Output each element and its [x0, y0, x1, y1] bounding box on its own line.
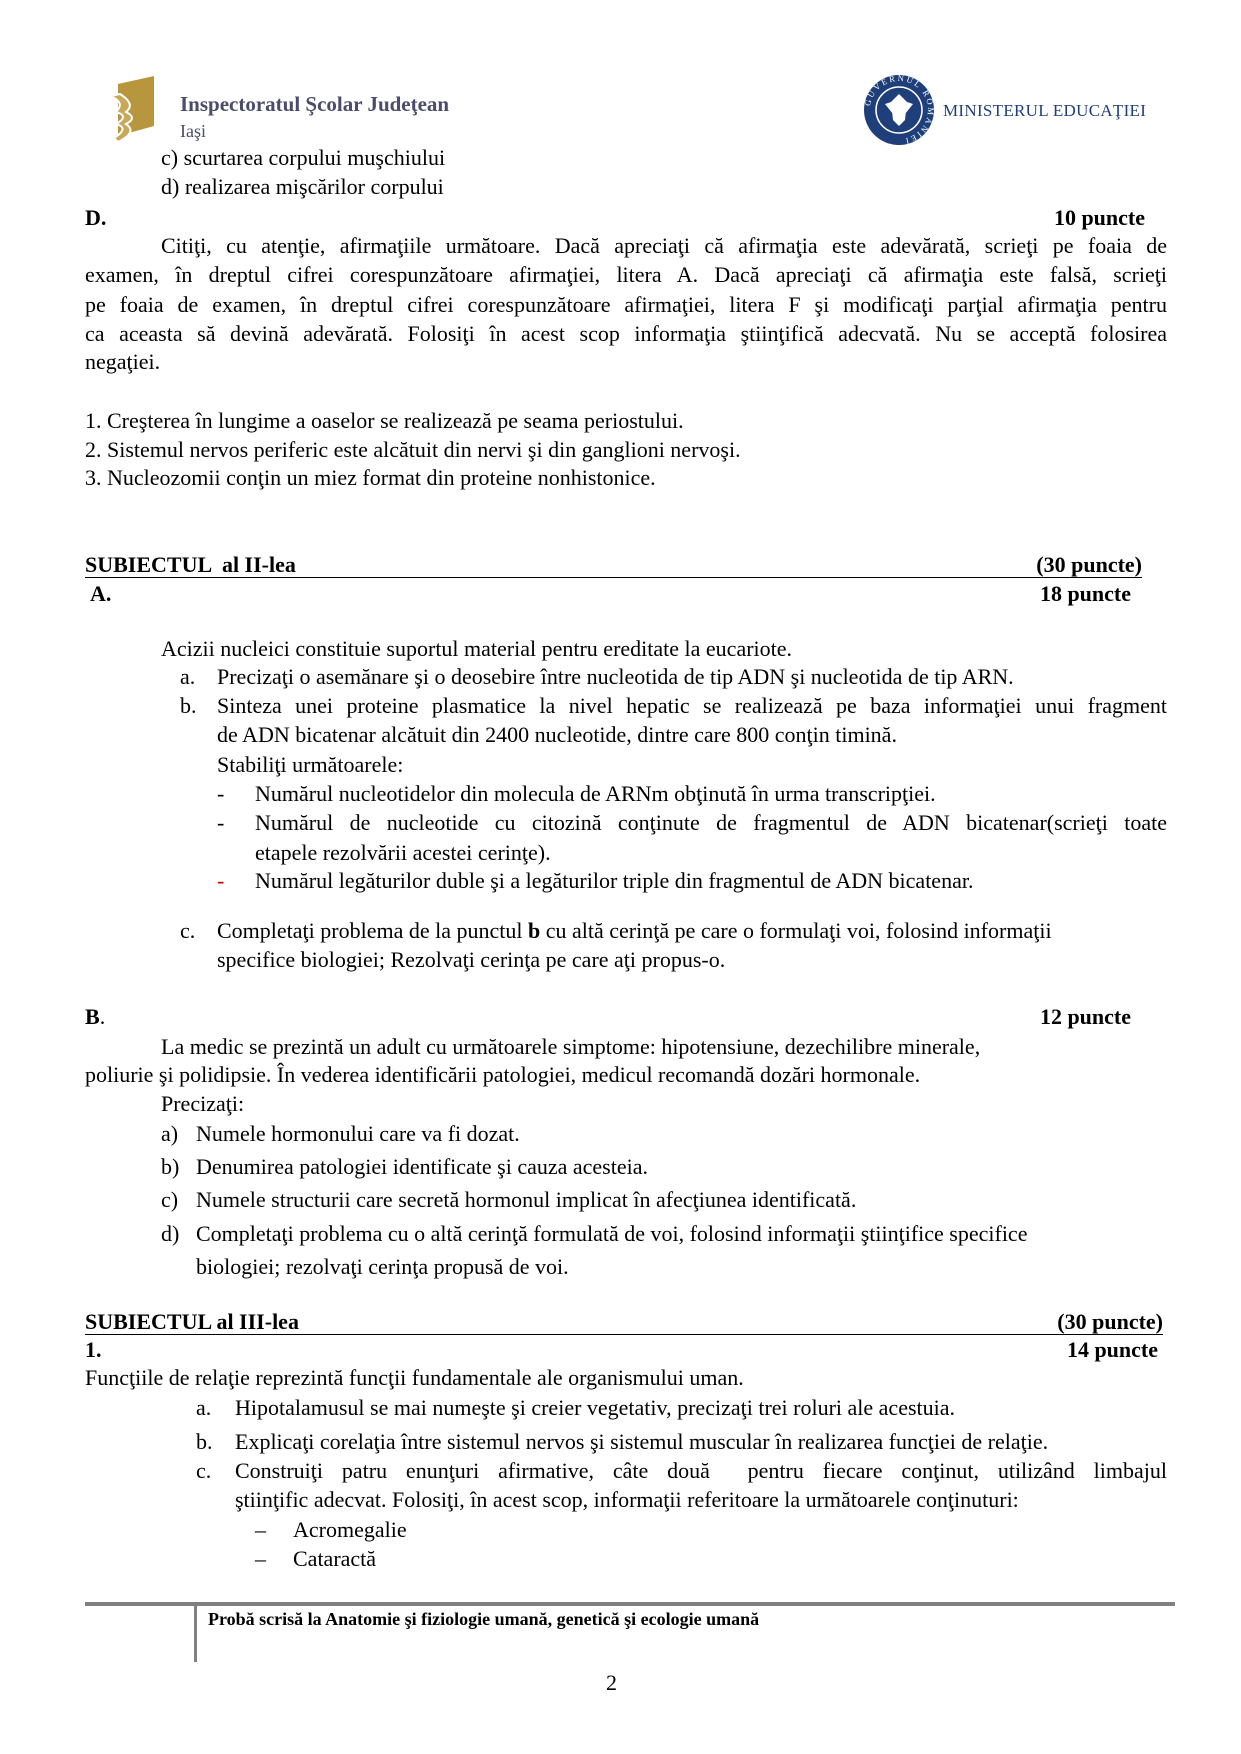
- q-item-mark: b.: [196, 1429, 213, 1454]
- ministry-name: MINISTERUL EDUCAŢIEI: [943, 101, 1147, 120]
- content-item: Acromegalie: [293, 1517, 407, 1542]
- section-d-para-line: Citiţi, cu atenţie, afirmaţiile următoare. Dacă apreciaţi că afirmaţia este adevărată, scrieţi pe foaia de: [161, 233, 1167, 258]
- b-item-mark: d): [161, 1221, 180, 1246]
- item-b-mark: b.: [180, 693, 197, 718]
- item-c-text-cont: specifice biologiei; Rezolvaţi cerinţa pe care aţi propus-o.: [217, 947, 726, 972]
- item-c-bold: b: [527, 918, 541, 943]
- q-item-text: Hipotalamusul se mai numeşte şi creier vegetativ, precizaţi trei roluri ale acestuia.: [235, 1395, 956, 1420]
- item-b-text: Stabiliţi următoarele:: [217, 752, 404, 777]
- item-b-text: Sinteza unei proteine plasmatice la nivel hepatic se realizează pe baza informaţiei unui fragment: [217, 693, 1167, 718]
- isj-logo: [108, 76, 160, 142]
- part-a-label: A.: [90, 581, 112, 606]
- q-item-mark: c.: [196, 1458, 212, 1483]
- question-1-points: 14 puncte: [1066, 1337, 1158, 1362]
- item-c-text: [217, 916, 1167, 945]
- part-a-intro: Acizii nucleici constituie suportul material pentru ereditate la eucariote.: [161, 636, 793, 661]
- option-c: c) scurtarea corpului muşchiului: [161, 145, 446, 170]
- part-b-para: poliurie şi polidipsie. În vederea identificării patologiei, medicul recomandă dozări hormonale.: [85, 1062, 921, 1087]
- statement-1: 1. Creşterea în lungime a oaselor se realizează pe seama periostului.: [85, 408, 684, 433]
- b-item-text: Numele hormonului care va fi dozat.: [196, 1121, 520, 1146]
- dash: –: [255, 1517, 266, 1542]
- section-d-para-line: negaţiei.: [85, 349, 161, 374]
- b-item-text: Completaţi problema cu o altă cerinţă formulată de voi, folosind informaţii ştiinţifice specifice: [196, 1221, 1028, 1246]
- part-a-points: 18 puncte: [1039, 581, 1131, 606]
- q-item-text: Construiţi patru enunţuri afirmative, câte două pentru fiecare conţinut, utilizând limbajul: [235, 1458, 1167, 1483]
- part-b-points: 12 puncte: [1039, 1004, 1131, 1029]
- dash: -: [217, 781, 225, 806]
- government-seal: [863, 74, 935, 146]
- isj-name: Inspectoratul Şcolar Judeţean: [180, 92, 450, 116]
- b-item-text: Denumirea patologiei identificate şi cauza acesteia.: [196, 1154, 648, 1179]
- coat-of-arms-icon: [863, 74, 935, 146]
- subject-3-title: SUBIECTUL al III-lea: [85, 1309, 299, 1334]
- question-1-label: 1.: [85, 1337, 102, 1362]
- q-item-text: Explicaţi corelaţia între sistemul nervos şi sistemul muscular în realizarea funcţiei de relaţie.: [235, 1429, 1049, 1454]
- b-item-mark: c): [161, 1187, 179, 1212]
- dash-red: -: [217, 868, 225, 893]
- item-a-text: Precizaţi o asemănare şi o deosebire între nucleotida de tip ADN şi nucleotida de tip ARN.: [217, 664, 1014, 689]
- section-d-para-line: pe foaia de examen, în dreptul cifrei corespunzătoare afirmaţiei, litera F şi modificaţi parţial afirmaţia pentru: [85, 292, 1167, 317]
- question-1-intro: Funcţiile de relaţie reprezintă funcţii fundamentale ale organismului uman.: [85, 1365, 744, 1390]
- b-item-mark: b): [161, 1154, 180, 1179]
- section-d-para-line: ca aceasta să devină adevărată. Folosiţi în acest scop informaţia ştiinţifică adecvată. Nu se acceptă folosirea: [85, 321, 1167, 346]
- part-b-para: La medic se prezintă un adult cu următoarele simptome: hipotensiune, dezechilibre minerale,: [161, 1034, 981, 1059]
- requirement-2-cont: etapele rezolvării acestei cerinţe).: [255, 840, 551, 865]
- section-d-para-line: examen, în dreptul cifrei corespunzătoare afirmaţiei, litera A. Dacă apreciaţi că afirmaţia este falsă, scrieţi: [85, 262, 1167, 287]
- requirement-3: Numărul legăturilor duble şi a legăturilor triple din fragmentul de ADN bicatenar.: [255, 868, 974, 893]
- part-b-dot: .: [99, 1004, 106, 1029]
- b-item-text-cont: biologiei; rezolvaţi cerinţa propusă de voi.: [196, 1254, 569, 1279]
- item-c-pre: Completaţi problema de la punctul: [217, 918, 528, 943]
- item-a-mark: a.: [180, 664, 196, 689]
- part-b-para: Precizaţi:: [161, 1091, 245, 1116]
- dash: –: [255, 1546, 266, 1571]
- section-d-label: D.: [85, 205, 107, 230]
- part-b-letter: B: [85, 1004, 100, 1029]
- q-item-text-cont: ştiinţific adecvat. Folosiţi, în acest scop, informaţii referitoare la următoarele conţinuturi:: [235, 1487, 1019, 1512]
- requirement-2: Numărul de nucleotide cu citozină conţinute de fragmentul de ADN bicatenar(scrieţi toate: [255, 810, 1167, 835]
- page-number: 2: [606, 1670, 617, 1695]
- b-item-text: Numele structurii care secretă hormonul implicat în afecţiunea identificată.: [196, 1187, 857, 1212]
- subject-3-points: (30 puncte): [1057, 1309, 1163, 1334]
- subject-2-title: SUBIECTUL al II-lea: [85, 552, 296, 577]
- footer-text: Probă scrisă la Anatomie şi fiziologie umană, genetică şi ecologie umană: [208, 1609, 760, 1629]
- isj-city: Iaşi: [180, 121, 206, 141]
- b-item-mark: a): [161, 1121, 179, 1146]
- q-item-mark: a.: [196, 1395, 212, 1420]
- requirement-1: Numărul nucleotidelor din molecula de ARNm obţinută în urma transcripţiei.: [255, 781, 936, 806]
- isj-book-icon: [108, 76, 160, 142]
- item-c-post: cu altă cerinţă pe care o formulaţi voi, folosind informaţii: [540, 918, 1052, 943]
- statement-2: 2. Sistemul nervos periferic este alcătuit din nervi şi din ganglioni nervoşi.: [85, 437, 741, 462]
- statement-3: 3. Nucleozomii conţin un miez format din proteine nonhistonice.: [85, 465, 656, 490]
- part-b-label: [85, 1002, 105, 1031]
- section-d-points: 10 puncte: [1053, 205, 1145, 230]
- seal-text-path: GUVERNUL RO ÂNIEI: [863, 74, 935, 146]
- item-b-text: de ADN bicatenar alcătuit din 2400 nucleotide, dintre care 800 conţin timină.: [217, 722, 897, 747]
- item-c-mark: c.: [180, 918, 196, 943]
- dash: -: [217, 810, 225, 835]
- content-item: Cataractă: [293, 1546, 377, 1571]
- subject-2-points: (30 puncte): [1036, 552, 1142, 577]
- footer-rule: [85, 1602, 1175, 1606]
- option-d: d) realizarea mişcărilor corpului: [161, 174, 444, 199]
- footer-vertical-rule: [194, 1604, 197, 1662]
